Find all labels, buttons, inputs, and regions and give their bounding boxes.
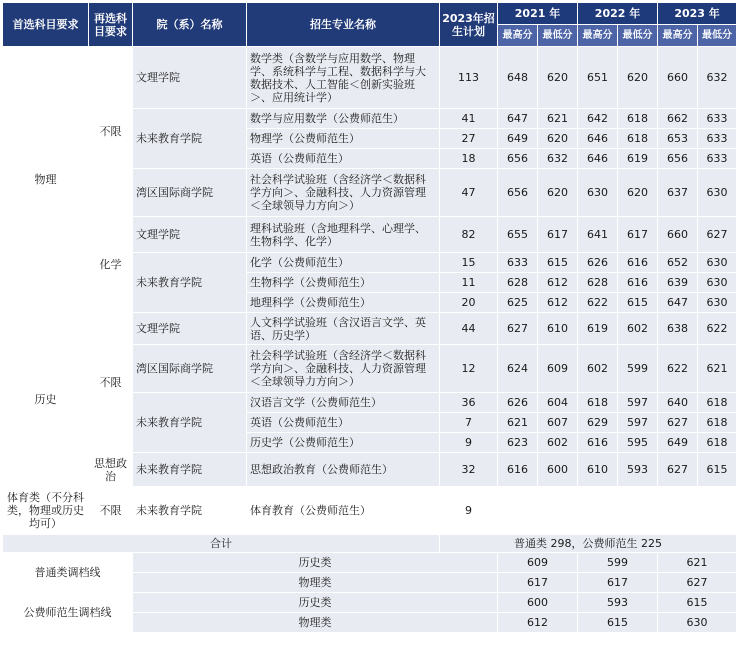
plan-cell: 9 (440, 487, 498, 535)
header-subject1: 首选科目要求 (3, 3, 89, 47)
score-cell: 630 (698, 169, 737, 217)
header-major: 招生专业名称 (247, 3, 440, 47)
score-cell: 622 (658, 345, 698, 393)
score-cell: 656 (658, 149, 698, 169)
college-cell: 湾区国际商学院 (133, 345, 247, 393)
major-cell: 英语（公费师范生） (247, 413, 440, 433)
score-cell: 612 (538, 293, 578, 313)
plan-cell: 9 (440, 433, 498, 453)
major-cell: 人文科学试验班（含汉语言文学、英语、历史学） (247, 313, 440, 345)
score-cell: 621 (698, 345, 737, 393)
score-cell: 602 (618, 313, 658, 345)
score-cell: 655 (498, 217, 538, 253)
score-cell: 640 (658, 393, 698, 413)
score-cell: 646 (578, 149, 618, 169)
score-cell: 602 (538, 433, 578, 453)
major-cell: 数学与应用数学（公费师范生） (247, 109, 440, 129)
line-score: 612 (498, 613, 578, 633)
score-cell: 651 (578, 47, 618, 109)
normal-line-label: 公费师范生调档线 (3, 593, 133, 633)
score-cell: 649 (658, 433, 698, 453)
total-value: 普通类 298，公费师范生 225 (440, 535, 737, 553)
major-cell: 理科试验班（含地理科学、心理学、生物科学、化学） (247, 217, 440, 253)
score-cell: 637 (658, 169, 698, 217)
score-cell: 593 (618, 453, 658, 487)
header-max: 最高分 (578, 25, 618, 47)
college-cell: 未来教育学院 (133, 487, 247, 535)
line-score: 593 (578, 593, 658, 613)
score-cell: 630 (698, 293, 737, 313)
score-cell: 633 (698, 129, 737, 149)
score-cell: 604 (538, 393, 578, 413)
header-college: 院（系）名称 (133, 3, 247, 47)
score-cell: 660 (658, 47, 698, 109)
plan-cell: 44 (440, 313, 498, 345)
score-cell: 616 (618, 253, 658, 273)
score-cell: 620 (538, 129, 578, 149)
college-cell: 未来教育学院 (133, 109, 247, 169)
plan-cell: 41 (440, 109, 498, 129)
empty-score-cell (658, 487, 698, 535)
empty-score-cell (498, 487, 538, 535)
plan-cell: 11 (440, 273, 498, 293)
plan-cell: 36 (440, 393, 498, 413)
score-cell: 647 (658, 293, 698, 313)
plan-cell: 18 (440, 149, 498, 169)
empty-score-cell (538, 487, 578, 535)
plan-cell: 12 (440, 345, 498, 393)
score-cell: 629 (578, 413, 618, 433)
score-cell: 622 (698, 313, 737, 345)
score-cell: 656 (498, 169, 538, 217)
score-cell: 627 (658, 453, 698, 487)
score-cell: 618 (698, 433, 737, 453)
subgroup-chemistry: 化学 (89, 217, 133, 313)
college-cell: 未来教育学院 (133, 453, 247, 487)
header-year-2023: 2023 年 (658, 3, 737, 25)
general-line-label: 普通类调档线 (3, 553, 133, 593)
score-cell: 618 (698, 393, 737, 413)
subgroup-nolimit: 不限 (89, 47, 133, 217)
empty-score-cell (618, 487, 658, 535)
score-cell: 627 (698, 217, 737, 253)
major-cell: 社会科学试验班（含经济学＜数据科学方向＞、金融科技、人力资源管理＜全球领导力方向＞） (247, 345, 440, 393)
score-cell: 615 (698, 453, 737, 487)
score-cell: 633 (698, 149, 737, 169)
major-cell: 物理学（公费师范生） (247, 129, 440, 149)
score-cell: 626 (578, 253, 618, 273)
plan-cell: 82 (440, 217, 498, 253)
score-cell: 633 (698, 109, 737, 129)
score-cell: 638 (658, 313, 698, 345)
line-score: 617 (498, 573, 578, 593)
line-history-label: 历史类 (133, 593, 498, 613)
score-cell: 621 (538, 109, 578, 129)
header-year-2022: 2022 年 (578, 3, 658, 25)
line-score: 600 (498, 593, 578, 613)
major-cell: 化学（公费师范生） (247, 253, 440, 273)
score-cell: 619 (618, 149, 658, 169)
score-cell: 625 (498, 293, 538, 313)
line-score: 627 (658, 573, 737, 593)
score-cell: 610 (578, 453, 618, 487)
score-cell: 660 (658, 217, 698, 253)
score-cell: 623 (498, 433, 538, 453)
plan-cell: 113 (440, 47, 498, 109)
major-cell: 汉语言文学（公费师范生） (247, 393, 440, 413)
line-score: 617 (578, 573, 658, 593)
header-max: 最高分 (658, 25, 698, 47)
score-cell: 600 (538, 453, 578, 487)
score-cell: 642 (578, 109, 618, 129)
score-cell: 597 (618, 393, 658, 413)
score-cell: 602 (578, 345, 618, 393)
score-cell: 641 (578, 217, 618, 253)
college-cell: 未来教育学院 (133, 253, 247, 313)
header-min: 最低分 (698, 25, 737, 47)
score-cell: 597 (618, 413, 658, 433)
score-cell: 648 (498, 47, 538, 109)
line-physics-label: 物理类 (133, 573, 498, 593)
score-cell: 616 (578, 433, 618, 453)
group-physics: 物理 (3, 47, 89, 313)
score-cell: 621 (498, 413, 538, 433)
score-cell: 632 (538, 149, 578, 169)
score-cell: 639 (658, 273, 698, 293)
score-cell: 627 (498, 313, 538, 345)
score-cell: 615 (618, 293, 658, 313)
score-cell: 656 (498, 149, 538, 169)
plan-cell: 20 (440, 293, 498, 313)
line-score: 615 (578, 613, 658, 633)
score-cell: 610 (538, 313, 578, 345)
score-cell: 649 (498, 129, 538, 149)
line-physics-label: 物理类 (133, 613, 498, 633)
subgroup-ideology: 思想政治 (89, 453, 133, 487)
score-cell: 616 (618, 273, 658, 293)
header-subject2: 再选科目要求 (89, 3, 133, 47)
score-cell: 628 (578, 273, 618, 293)
score-cell: 630 (578, 169, 618, 217)
major-cell: 地理科学（公费师范生） (247, 293, 440, 313)
score-cell: 630 (698, 253, 737, 273)
score-cell: 620 (538, 169, 578, 217)
college-cell: 未来教育学院 (133, 393, 247, 453)
header-plan: 2023年招生计划 (440, 3, 498, 47)
score-cell: 633 (498, 253, 538, 273)
score-cell: 630 (698, 273, 737, 293)
plan-cell: 7 (440, 413, 498, 433)
score-cell: 622 (578, 293, 618, 313)
score-cell: 607 (538, 413, 578, 433)
score-cell: 617 (538, 217, 578, 253)
score-cell: 599 (618, 345, 658, 393)
header-max: 最高分 (498, 25, 538, 47)
plan-cell: 27 (440, 129, 498, 149)
score-cell: 646 (578, 129, 618, 149)
score-cell: 653 (658, 129, 698, 149)
score-cell: 624 (498, 345, 538, 393)
score-cell: 647 (498, 109, 538, 129)
empty-score-cell (578, 487, 618, 535)
score-cell: 618 (618, 129, 658, 149)
header-min: 最低分 (618, 25, 658, 47)
college-cell: 文理学院 (133, 47, 247, 109)
line-score: 630 (658, 613, 737, 633)
total-label: 合计 (3, 535, 440, 553)
line-score: 609 (498, 553, 578, 573)
major-cell: 生物科学（公费师范生） (247, 273, 440, 293)
score-cell: 620 (538, 47, 578, 109)
score-cell: 620 (618, 47, 658, 109)
score-cell: 612 (538, 273, 578, 293)
score-cell: 628 (498, 273, 538, 293)
major-cell: 体育教育（公费师范生） (247, 487, 440, 535)
line-score: 615 (658, 593, 737, 613)
score-cell: 616 (498, 453, 538, 487)
score-cell: 618 (698, 413, 737, 433)
subgroup-nolimit: 不限 (89, 313, 133, 453)
score-cell: 632 (698, 47, 737, 109)
plan-cell: 15 (440, 253, 498, 273)
college-cell: 文理学院 (133, 217, 247, 253)
major-cell: 社会科学试验班（含经济学＜数据科学方向＞、金融科技、人力资源管理＜全球领导力方向＞） (247, 169, 440, 217)
header-min: 最低分 (538, 25, 578, 47)
major-cell: 数学类（含数学与应用数学、物理学、系统科学与工程、数据科学与大数据技术、人工智能＜创新实验班＞、应用统计学） (247, 47, 440, 109)
score-cell: 615 (538, 253, 578, 273)
group-history: 历史 (3, 313, 89, 487)
college-cell: 湾区国际商学院 (133, 169, 247, 217)
score-cell: 618 (618, 109, 658, 129)
score-cell: 627 (658, 413, 698, 433)
line-score: 599 (578, 553, 658, 573)
score-cell: 595 (618, 433, 658, 453)
header-year-2021: 2021 年 (498, 3, 578, 25)
college-cell: 文理学院 (133, 313, 247, 345)
score-cell: 652 (658, 253, 698, 273)
major-cell: 英语（公费师范生） (247, 149, 440, 169)
admission-score-table (2, 2, 737, 633)
score-cell: 620 (618, 169, 658, 217)
plan-cell: 47 (440, 169, 498, 217)
score-cell: 609 (538, 345, 578, 393)
group-sports: 体育类（不分科类，物理或历史均可） (3, 487, 89, 535)
empty-score-cell (698, 487, 737, 535)
score-cell: 619 (578, 313, 618, 345)
major-cell: 历史学（公费师范生） (247, 433, 440, 453)
score-cell: 618 (578, 393, 618, 413)
score-cell: 626 (498, 393, 538, 413)
score-cell: 662 (658, 109, 698, 129)
line-history-label: 历史类 (133, 553, 498, 573)
score-cell: 617 (618, 217, 658, 253)
major-cell: 思想政治教育（公费师范生） (247, 453, 440, 487)
subgroup-nolimit: 不限 (89, 487, 133, 535)
plan-cell: 32 (440, 453, 498, 487)
line-score: 621 (658, 553, 737, 573)
